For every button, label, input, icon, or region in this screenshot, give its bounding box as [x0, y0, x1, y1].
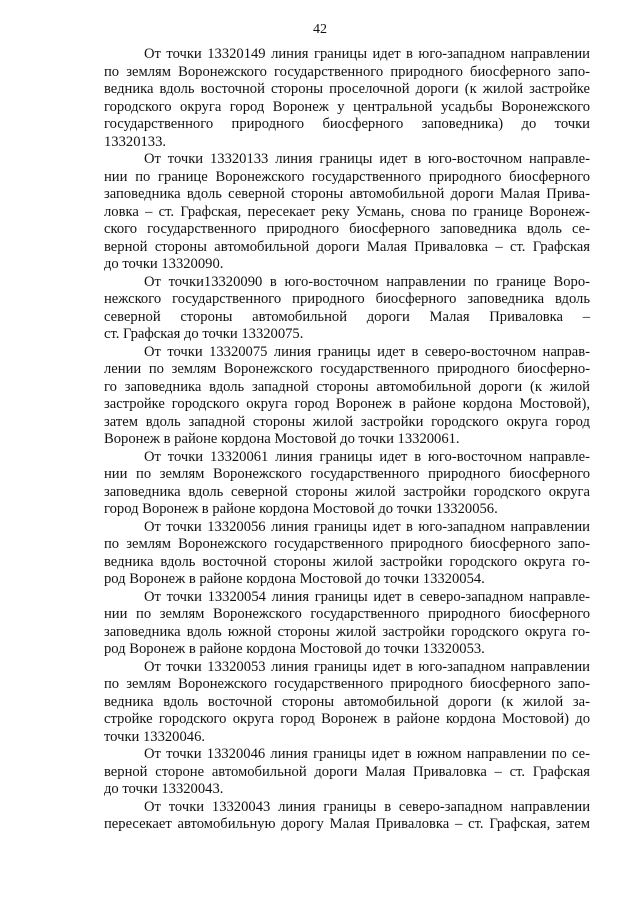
text-line: нии по землям Воронежского государственного природного биосферного — [104, 606, 590, 622]
text-line: затем вдоль западной стороны жилой застройки городского округа город — [104, 413, 590, 430]
text-line: город Воронеж в районе кордона Мостовой до точки 13320056. — [104, 501, 498, 517]
paragraph — [104, 344, 590, 449]
text-line: От точки13320090 в юго-восточном направлении по границе Воро- — [144, 273, 590, 290]
text-line: От точки 13320075 линия границы идет в северо-восточном направ- — [144, 343, 590, 360]
text-line: заповедника вдоль южной стороны жилой застройки городского округа го- — [104, 623, 590, 640]
text-line: ст. Графская до точки 13320075. — [104, 326, 304, 342]
text-line: заповедника вдоль северной стороны жилой застройки городского округа — [104, 483, 590, 500]
text-line: до точки 13320090. — [104, 256, 224, 272]
text-line: ского государственного природного биосферного заповедника вдоль се- — [104, 221, 590, 237]
text-line: государственного природного биосферного заповедника) до точки — [104, 116, 590, 132]
text-line: верной стороны автомобильной дороги Малая Приваловка – ст. Графская — [104, 238, 590, 255]
paragraph — [104, 519, 590, 589]
text-line: От точки 13320133 линия границы идет в юго-восточном направле- — [144, 151, 590, 167]
text-line: род Воронеж в районе кордона Мостовой до точки 13320054. — [104, 571, 485, 587]
text-line: северной стороны автомобильной дороги Малая Приваловка – — [104, 308, 590, 325]
paragraph — [104, 659, 590, 747]
text-line: От точки 13320056 линия границы идет в юго-западном направлении — [144, 518, 590, 535]
text-line: ведника вдоль восточной стороны проселочной дороги (к жилой застройке — [104, 81, 590, 97]
text-line: пересекает автомобильную дорогу Малая Приваловка – ст. Графская, затем — [104, 816, 590, 832]
text-line: нии по границе Воронежского государственного природного биосферного — [104, 168, 590, 185]
text-line: до точки 13320043. — [104, 781, 224, 797]
text-line: нежского государственного природного биосферного заповедника вдоль — [104, 291, 590, 307]
text-line: го заповедника вдоль западной стороны автомобильной дороги (к жилой — [104, 378, 590, 395]
document-body — [104, 46, 590, 834]
paragraph — [104, 46, 590, 151]
page-number: 42 — [313, 22, 327, 37]
text-line: нии по землям Воронежского государственного природного биосферного — [104, 466, 590, 482]
text-line: От точки 13320149 линия границы идет в юго-западном направлении — [144, 46, 590, 62]
text-line: Воронеж в районе кордона Мостовой до точки 13320061. — [104, 431, 460, 447]
text-line: От точки 13320054 линия границы идет в северо-западном направле- — [144, 588, 590, 605]
paragraph — [104, 589, 590, 659]
paragraph — [104, 274, 590, 344]
text-line: От точки 13320043 линия границы в северо-западном направлении — [144, 798, 590, 815]
text-line: по землям Воронежского государственного природного биосферного запо- — [104, 536, 590, 552]
paragraph — [104, 799, 590, 834]
text-line: ведника вдоль восточной стороны жилой застройки городского округа го- — [104, 553, 590, 570]
text-line: От точки 13320053 линия границы идет в юго-западном направлении — [144, 658, 590, 675]
text-line: ведника вдоль восточной стороны автомобильной дороги (к жилой за- — [104, 693, 590, 710]
text-line: От точки 13320061 линия границы идет в юго-восточном направле- — [144, 448, 590, 465]
text-line: городского округа город Воронеж у центральной усадьбы Воронежского — [104, 98, 590, 115]
paragraph — [104, 151, 590, 274]
text-line: стройке городского округа город Воронеж в районе кордона Мостовой) до — [104, 711, 590, 727]
text-line: род Воронеж в районе кордона Мостовой до точки 13320053. — [104, 641, 485, 657]
text-line: застройке городского округа город Воронеж в районе кордона Мостовой), — [104, 396, 590, 412]
paragraph — [104, 449, 590, 519]
text-line: 13320133. — [104, 133, 167, 150]
text-line: по землям Воронежского государственного природного биосферного запо- — [104, 63, 590, 80]
text-line: по землям Воронежского государственного природного биосферного запо- — [104, 676, 590, 692]
text-line: верной стороне автомобильной дороги Малая Приваловка – ст. Графская — [104, 763, 590, 780]
text-line: ловка – ст. Графская, пересекает реку Усмань, снова по границе Воронеж- — [104, 203, 590, 220]
text-line: лении по землям Воронежского государственного природного биосферно- — [104, 361, 590, 377]
text-line: От точки 13320046 линия границы идет в южном направлении по се- — [144, 746, 590, 762]
text-line: заповедника вдоль северной стороны автомобильной дороги Малая Прива- — [104, 186, 590, 202]
paragraph — [104, 746, 590, 799]
text-line: точки 13320046. — [104, 728, 206, 745]
